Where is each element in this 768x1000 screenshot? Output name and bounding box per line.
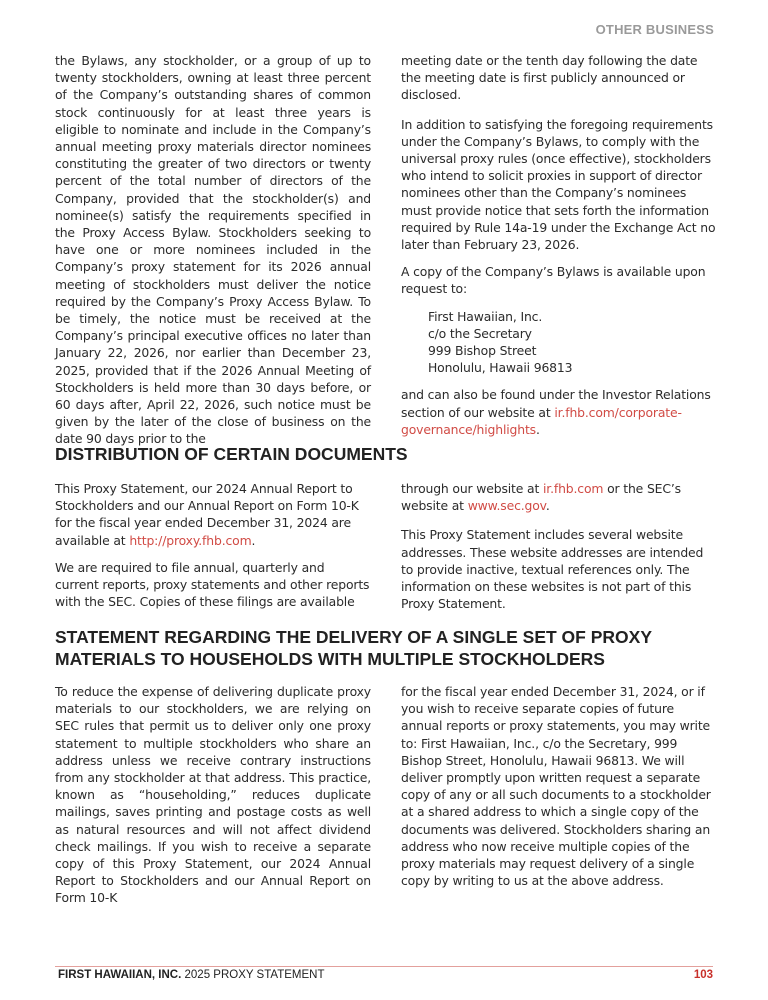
- investor-relations-paragraph: and can also be found under the Investor Relations section of our website at ir.fhb.com/corporate-governance/highlights.: [401, 387, 711, 437]
- address-line: Honolulu, Hawaii 96813: [428, 360, 573, 376]
- separate-copy-paragraph: for the fiscal year ended December 31, 2024, or if you wish to receive separate copies of future annual reports or proxy statements, you may write to: First Hawaiian, Inc., c/o the Secretary, 999 Bishop Street, Honolulu, Hawaii 96813. We will deliver promptly upon written request a separate copy of any or all such documents to a stockholder at a shared address to which a single copy of the documents was delivered. Stockholders sharing an address who now receive multiple copies of the proxy materials may request delivery of a single copy by writing to us at the above address.: [401, 684, 711, 889]
- mailing-address: [401, 308, 717, 377]
- sec-filings-paragraph: We are required to file annual, quarterly and current reports, proxy statements and other reports with the SEC. Copies of these filings are available: [55, 559, 370, 610]
- householding-left-column: [55, 683, 371, 917]
- distribution-heading: DISTRIBUTION OF CERTAIN DOCUMENTS: [55, 444, 408, 464]
- websites-paragraph: through our website at ir.fhb.com or the SEC’s website at www.sec.gov.: [401, 481, 681, 514]
- meeting-date-paragraph: meeting date or the tenth day following the date the meeting date is first publicly announced or disclosed.: [401, 53, 698, 103]
- footer-rule: [55, 966, 713, 967]
- householding-right-column: [401, 683, 717, 899]
- page-number: 103: [693, 969, 713, 981]
- address-line: 999 Bishop Street: [428, 343, 537, 359]
- page-footer: [58, 969, 713, 981]
- inactive-references-paragraph: This Proxy Statement includes several website addresses. These website addresses are intended to provide inactive, textual references only. The information on these websites is not part of this Proxy Statement.: [401, 527, 704, 612]
- distribution-left-column: [55, 480, 371, 620]
- governance-highlights-link[interactable]: ir.fhb.com/corporate-governance/highlights: [401, 404, 682, 437]
- availability-paragraph: This Proxy Statement, our 2024 Annual Report to Stockholders and our Annual Report on Form 10-K for the fiscal year ended December 31, 2024 are available at http://proxy.fhb.com.: [55, 481, 359, 548]
- proxy-site-link[interactable]: http://proxy.fhb.com: [129, 532, 252, 548]
- address-line: First Hawaiian, Inc.: [428, 308, 543, 324]
- universal-proxy-paragraph: In addition to satisfying the foregoing requirements under the Company’s Bylaws, to comply with the universal proxy rules (once effective), stockholders who intend to solicit proxies in support of director nominees other than the Company’s nominees must provide notice that sets forth the information required by Rule 14a-19 under the Exchange Act no later than February 23, 2026.: [401, 116, 716, 253]
- address-line: c/o the Secretary: [428, 325, 532, 341]
- bylaws-request-paragraph: A copy of the Company’s Bylaws is available upon request to:: [401, 264, 706, 297]
- footer-company: FIRST HAWAIIAN, INC.: [58, 969, 182, 981]
- fhb-ir-link[interactable]: ir.fhb.com: [542, 481, 604, 496]
- footer-document: 2025 PROXY STATEMENT: [184, 969, 325, 981]
- proxy-access-column: [55, 52, 371, 458]
- bylaws-column: [401, 52, 717, 448]
- distribution-right-column: [401, 480, 717, 622]
- householding-heading: STATEMENT REGARDING THE DELIVERY OF A SINGLE SET OF PROXY MATERIALS TO HOUSEHOLDS WITH MULTIPLE STOCKHOLDERS: [55, 627, 652, 669]
- section-label: OTHER BUSINESS: [595, 22, 714, 37]
- proxy-access-paragraph: the Bylaws, any stockholder, or a group of up to twenty stockholders, owning at least three percent of the Company’s outstanding shares of common stock continuously for at least three years is eligible to nominate and include in the Company’s annual meeting proxy materials director nominees constituting the greater of two directors or twenty percent of the total number of directors of the Company, provided that the stockholder(s) and nominee(s) satisfy the requirements specified in the Proxy Access Bylaw. Stockholders seeking to have one or more nominees included in the Company’s proxy statement for its 2026 annual meeting of stockholders must deliver the notice required by the Company’s Proxy Access Bylaw. To be timely, the notice must be received at the Company’s principal executive offices no later than January 22, 2026, nor earlier than December 23, 2025, provided that if the 2026 Annual Meeting of Stockholders is held more than 30 days before, or 60 days after, April 22, 2026, such notice must be given by the later of the close of business on the date 90 days prior to the: [55, 53, 371, 447]
- householding-paragraph: To reduce the expense of delivering duplicate proxy materials to our stockholders, we are relying on SEC rules that permit us to deliver only one proxy statement to multiple stockholders who share an address unless we receive contrary instructions from any stockholder at that address. This practice, known as “householding,” reduces duplicate mailings, saves printing and postage costs as well as natural resources and will not affect dividend check mailings. If you wish to receive a separate copy of this Proxy Statement, our 2024 Annual Report to Stockholders and our Annual Report on Form 10-K: [55, 684, 371, 906]
- sec-gov-link[interactable]: www.sec.gov: [467, 498, 546, 514]
